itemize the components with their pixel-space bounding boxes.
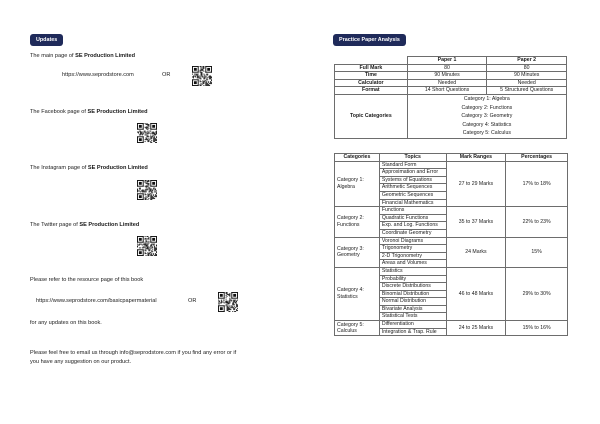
mark-range-cell: 27 to 29 Marks xyxy=(446,161,506,207)
cell: 14 Short Questions xyxy=(407,87,487,95)
cell: 90 Minutes xyxy=(407,72,487,80)
cell: Needed xyxy=(407,79,487,87)
percentages-header: Percentages xyxy=(506,154,568,162)
topic-cell: Systems of Equations xyxy=(379,176,446,184)
cell: 90 Minutes xyxy=(487,72,567,80)
category-title: Geometry xyxy=(337,252,360,259)
category-table xyxy=(334,153,568,336)
category-row xyxy=(335,237,568,245)
paper-header-row xyxy=(335,57,567,65)
topic-cell: Financial Mathematics xyxy=(379,199,446,207)
topic-line: Category 2: Functions xyxy=(461,104,513,111)
row-label: Format xyxy=(335,87,408,95)
or-label-2: OR xyxy=(188,298,197,304)
full-mark-row xyxy=(335,64,567,72)
topic-cell: Integration & Trap. Rule xyxy=(379,328,446,336)
category-row xyxy=(335,321,568,329)
cell: 80 xyxy=(407,64,487,72)
category-title: Algebra xyxy=(337,183,355,190)
category-row xyxy=(335,267,568,275)
category-name xyxy=(335,321,380,336)
facebook-page-text xyxy=(30,109,148,116)
resource-page-text: Please refer to the resource page of this book xyxy=(30,277,144,283)
format-row xyxy=(335,87,567,95)
topic-cell: Trigonometry xyxy=(379,245,446,253)
category-number: Category 4: xyxy=(337,287,364,294)
resource-url-link[interactable]: https://www.seprodstore.com/basicpapermaterial xyxy=(36,298,157,304)
topic-cell: Bivariate Analysis xyxy=(379,305,446,313)
topic-cell: Probability xyxy=(379,275,446,283)
main-page-brand: SE Production Limited xyxy=(75,53,136,59)
category-number: Category 5: xyxy=(337,321,364,328)
topic-cell: Coordinate Geometry xyxy=(379,229,446,237)
topic-cell: Areas and Volumes xyxy=(379,260,446,268)
topic-line: Category 3: Geometry xyxy=(461,113,513,120)
topic-cell: Standard Form xyxy=(379,161,446,169)
topic-cell: Differentiation xyxy=(379,321,446,329)
topics-header: Topics xyxy=(379,154,446,162)
topic-cell: Functions xyxy=(379,207,446,215)
instagram-qr-code[interactable] xyxy=(137,180,157,200)
category-row xyxy=(335,207,568,215)
mark-range-cell: 46 to 48 Marks xyxy=(446,267,506,320)
topic-cell: Geometric Sequences xyxy=(379,191,446,199)
mark-range-cell: 24 Marks xyxy=(446,237,506,267)
percentage-cell: 22% to 23% xyxy=(506,207,568,237)
topic-categories-label: Topic Categories xyxy=(335,94,408,138)
percentage-cell: 17% to 18% xyxy=(506,161,568,207)
category-name xyxy=(335,267,380,320)
topic-cell: Approximation and Error xyxy=(379,169,446,177)
instagram-page-text xyxy=(30,165,148,172)
percentage-cell: 15% xyxy=(506,237,568,267)
category-number: Category 1: xyxy=(337,177,364,184)
twitter-qr-code[interactable] xyxy=(137,236,157,256)
paper-2-header: Paper 2 xyxy=(487,57,567,65)
category-number: Category 2: xyxy=(337,215,364,222)
topic-cell: Exp. and Log. Functions xyxy=(379,222,446,230)
category-name xyxy=(335,161,380,207)
main-page-text xyxy=(30,53,135,60)
category-title: Statistics xyxy=(337,293,358,300)
topic-line: Category 1: Algebra xyxy=(463,95,510,102)
topic-cell: Statistics xyxy=(379,267,446,275)
updates-note: for any updates on this book. xyxy=(30,320,102,326)
topic-cell: Voronoi Diagrams xyxy=(379,237,446,245)
category-title: Functions xyxy=(337,221,360,228)
topic-categories-list xyxy=(407,94,566,138)
analysis-badge: Practice Paper Analysis xyxy=(333,34,406,46)
row-label: Full Mark xyxy=(335,64,408,72)
main-page-prefix: The main page of xyxy=(30,53,76,59)
main-page-qr-code[interactable] xyxy=(192,66,212,86)
cell: 80 xyxy=(487,64,567,72)
category-title: Calculus xyxy=(337,328,357,335)
twitter-prefix: The Twitter page of xyxy=(30,222,80,228)
row-label: Calculator xyxy=(335,79,408,87)
topic-cell: Binomial Distribution xyxy=(379,290,446,298)
mark-range-cell: 24 to 25 Marks xyxy=(446,321,506,336)
topic-cell: Quadratic Functions xyxy=(379,214,446,222)
topic-categories-row xyxy=(335,94,567,138)
paper-table xyxy=(334,56,567,139)
paper-1-header: Paper 1 xyxy=(407,57,487,65)
instagram-prefix: The Instagram page of xyxy=(30,165,88,171)
calculator-row xyxy=(335,79,567,87)
percentage-cell: 29% to 30% xyxy=(506,267,568,320)
categories-header: Categories xyxy=(335,154,380,162)
cell: 5 Structured Questions xyxy=(487,87,567,95)
topic-line: Category 5: Calculus xyxy=(462,130,511,137)
category-row xyxy=(335,161,568,169)
email-line-1: Please feel free to email us through info@seprodstore.com if you find any error or if xyxy=(30,350,237,356)
topic-cell: Discrete Distributions xyxy=(379,283,446,291)
topic-cell: 2-D Trigonometry xyxy=(379,252,446,260)
or-label: OR xyxy=(162,72,171,78)
topic-cell: Normal Distribution xyxy=(379,298,446,306)
mark-range-cell: 35 to 37 Marks xyxy=(446,207,506,237)
paper-header-empty xyxy=(335,57,408,65)
twitter-brand: SE Production Limited xyxy=(79,222,140,228)
facebook-brand: SE Production Limited xyxy=(87,109,148,115)
resource-qr-code[interactable] xyxy=(218,292,238,312)
category-name xyxy=(335,207,380,237)
instagram-brand: SE Production Limited xyxy=(87,165,148,171)
category-name xyxy=(335,237,380,267)
facebook-prefix: The Facebook page of xyxy=(30,109,88,115)
topic-line: Category 4: Statistics xyxy=(462,121,512,128)
topic-cell: Statistical Tests xyxy=(379,313,446,321)
row-label: Time xyxy=(335,72,408,80)
topic-cell: Arithmetic Sequences xyxy=(379,184,446,192)
email-line-2: you have any suggestion on our product. xyxy=(30,359,132,365)
main-url-link[interactable]: https://www.seprodstore.com xyxy=(62,72,134,78)
mark-ranges-header: Mark Ranges xyxy=(446,154,506,162)
category-header-row xyxy=(335,154,568,162)
facebook-qr-code[interactable] xyxy=(137,123,157,143)
percentage-cell: 15% to 16% xyxy=(506,321,568,336)
category-number: Category 3: xyxy=(337,245,364,252)
cell: Needed xyxy=(487,79,567,87)
updates-badge: Updates xyxy=(30,34,63,46)
twitter-page-text xyxy=(30,222,139,229)
time-row xyxy=(335,72,567,80)
